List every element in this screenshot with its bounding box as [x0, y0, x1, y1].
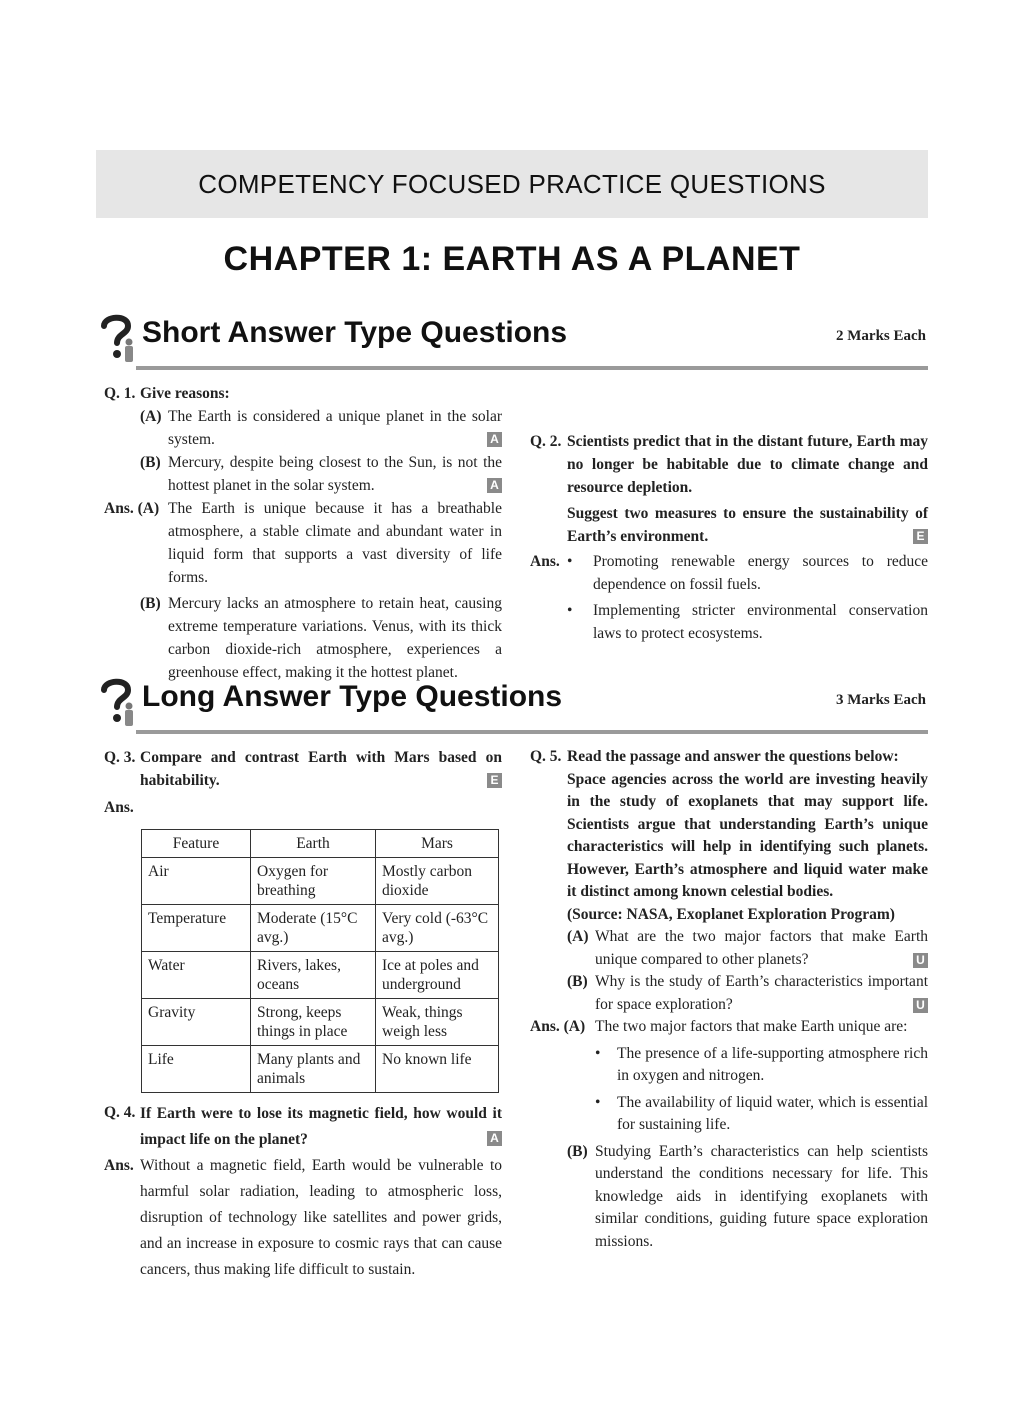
answer-text: Without a magnetic field, Earth would be vulnerable to harmful solar radiation, leading to atmospheric loss, disruption of technology like satellites and power grids, and an increase in exposure to cosmic rays that can cause cancers, thus making life difficult to sustain. [140, 1157, 502, 1278]
table-cell: Temperature [142, 905, 251, 952]
competency-tag: E [487, 773, 502, 788]
part-text: What are the two major factors that make Earth unique compared to other planets? U [595, 928, 928, 968]
short-answer-section-header [96, 312, 928, 364]
question-5-part-a [567, 926, 928, 971]
table-cell: No known life [376, 1046, 499, 1093]
answer-label: Ans. [530, 553, 560, 570]
part-label: (B) [140, 595, 161, 612]
answer-label: Ans. (A) [530, 1018, 586, 1035]
table-header-row [142, 830, 499, 858]
list-item: • The availability of liquid water, which is essential for sustaining life. [595, 1093, 928, 1133]
answer-label: Ans. (A) [104, 500, 160, 517]
table-cell: Many plants and animals [251, 1046, 376, 1093]
table-row [142, 858, 499, 905]
question-prompt: Read the passage and answer the questions below: [567, 748, 899, 765]
section-title: Long Answer Type Questions [142, 680, 563, 713]
long-left-column [104, 746, 502, 1283]
list-item: • The presence of a life-supporting atmosphere rich in oxygen and nitrogen. [595, 1044, 928, 1084]
table-cell: Moderate (15°C avg.) [251, 905, 376, 952]
answer-1-a [104, 497, 502, 589]
chapter-title: CHAPTER 1: EARTH AS A PLANET [223, 240, 801, 278]
part-label: (B) [140, 454, 161, 471]
banner-title: COMPETENCY FOCUSED PRACTICE QUESTIONS [198, 168, 826, 199]
section-title: Short Answer Type Questions [142, 316, 568, 349]
short-right-column [530, 382, 928, 645]
short-left-column [104, 382, 502, 684]
table-cell: Ice at poles and underground [376, 952, 499, 999]
table-cell: Mostly carbon dioxide [376, 858, 499, 905]
table-cell: Rivers, lakes, oceans [251, 952, 376, 999]
question-prompt: Scientists predict that in the distant future, Earth may no longer be habitable due to climate change and resource depletion. [567, 433, 928, 496]
question-4 [104, 1101, 502, 1153]
column-header: Feature [142, 830, 251, 858]
table-row [142, 952, 499, 999]
competency-tag: A [487, 432, 502, 447]
question-prompt: Compare and contrast Earth with Mars based on habitability. E [140, 749, 502, 789]
answer-bullets [567, 550, 928, 645]
answer-2 [530, 550, 928, 645]
answer-1-b [140, 592, 502, 684]
list-item: • Promoting renewable energy sources to reduce dependence on fossil fuels. [567, 553, 928, 593]
long-right-column [530, 746, 928, 1253]
question-2-instruction [567, 502, 928, 548]
table-cell: Air [142, 858, 251, 905]
answer-text: Studying Earth’s characteristics can help scientists understand the conditions necessary for life. This knowledge aids in identifying exoplanets with similar conditions, guiding future space exploration missions. [595, 1142, 928, 1250]
question-mark-icon [98, 312, 136, 364]
long-answer-section-header [96, 676, 928, 728]
question-prompt: If Earth were to lose its magnetic field, how would it impact life on the planet? A [140, 1105, 502, 1148]
answer-text: Mercury lacks an atmosphere to retain heat, causing extreme temperature variations. Venus, with its thick carbon dioxide-rich atmosphere, experiences a greenhouse effect, making it the hottest planet. [168, 595, 502, 681]
part-label: (B) [567, 973, 588, 990]
section-divider [136, 730, 928, 734]
part-text: Mercury, despite being closest to the Sun, is not the hottest planet in the solar system. A [168, 454, 502, 494]
part-label: (A) [567, 928, 589, 945]
part-label: (A) [140, 408, 162, 425]
question-5-part-b [567, 971, 928, 1016]
question-label: Q. 5. [530, 748, 562, 765]
question-label: Q. 2. [530, 433, 562, 450]
list-item: • Implementing stricter environmental conservation laws to protect ecosystems. [567, 602, 928, 642]
table-cell: Life [142, 1046, 251, 1093]
section-marks: 3 Marks Each [836, 692, 926, 708]
question-label: Q. 1. [104, 385, 136, 402]
question-label: Q. 3. [104, 749, 136, 766]
comparison-table [141, 829, 499, 1093]
column-header: Mars [376, 830, 499, 858]
section-marks: 2 Marks Each [836, 328, 926, 344]
table-cell: Oxygen for breathing [251, 858, 376, 905]
competency-tag: A [487, 478, 502, 493]
passage-source: (Source: NASA, Exoplanet Exploration Program) [567, 905, 895, 923]
table-cell: Strong, keeps things in place [251, 999, 376, 1046]
column-header: Earth [251, 830, 376, 858]
question-1-part-b [140, 451, 502, 497]
answer-label: Ans. [104, 1157, 134, 1174]
passage-text: Space agencies across the world are investing heavily in the study of exoplanets that may support life. Scientists argue that understanding Earth’s unique characteristics will help in identifying such planets. However, Earth’s atmosphere and liquid water make it distinct among known celestial bodies. [567, 770, 928, 900]
question-prompt: Give reasons: [140, 385, 230, 402]
competency-tag: A [487, 1131, 502, 1146]
table-row [142, 1046, 499, 1093]
question-1 [104, 382, 502, 405]
part-text: Why is the study of Earth’s characteristics important for space exploration? U [595, 973, 928, 1013]
table-cell: Weak, things weigh less [376, 999, 499, 1046]
answer-label: Ans. [104, 799, 134, 816]
question-5 [530, 746, 928, 926]
question-prompt: Suggest two measures to ensure the sustainability of Earth’s environment. E [567, 505, 928, 545]
question-2 [530, 430, 928, 499]
table-cell: Gravity [142, 999, 251, 1046]
question-mark-icon [98, 676, 136, 728]
section-divider [136, 366, 928, 370]
competency-tag: E [913, 529, 928, 544]
table-row [142, 905, 499, 952]
part-label: (B) [567, 1142, 588, 1160]
question-label: Q. 4. [104, 1104, 136, 1121]
table-row [142, 999, 499, 1046]
answer-5-a [530, 1016, 928, 1137]
table-cell: Water [142, 952, 251, 999]
answer-5-b [567, 1141, 928, 1254]
competency-tag: U [913, 998, 928, 1013]
question-1-part-a [140, 405, 502, 451]
competency-tag: U [913, 953, 928, 968]
answer-text: The Earth is unique because it has a breathable atmosphere, a stable climate and abundant water in liquid form that supports a vast diversity of life forms. [168, 500, 502, 586]
part-text: The Earth is considered a unique planet in the solar system. A [168, 408, 502, 448]
answer-text: The two major factors that make Earth unique are: [595, 1018, 908, 1035]
table-cell: Very cold (-63°C avg.) [376, 905, 499, 952]
question-3 [104, 746, 502, 792]
answer-4 [104, 1153, 502, 1283]
header-banner [96, 150, 928, 218]
